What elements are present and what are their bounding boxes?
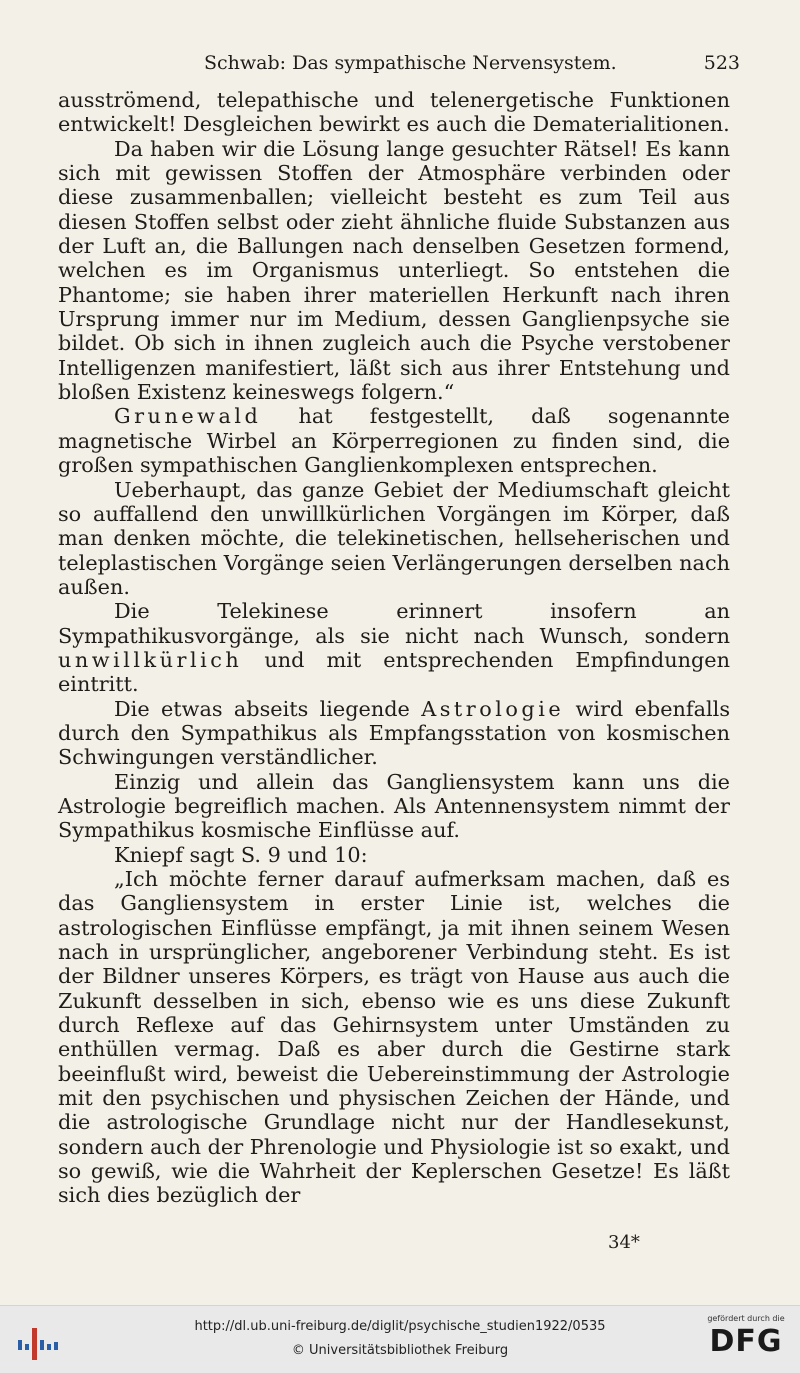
- dfg-logo-icon: DFG: [709, 1324, 783, 1359]
- paragraph: [58, 770, 730, 843]
- page-number: 523: [703, 52, 740, 74]
- paragraph: [58, 404, 730, 477]
- body-text: [58, 88, 730, 1208]
- dfg-note: gefördert durch die: [707, 1314, 785, 1323]
- spaced-emphasis-text: unwillkürlich: [58, 647, 243, 672]
- paragraph-text: Einzig und allein das Gangliensystem kann uns die Astrologie begreiflich machen. Als Antennensystem nimmt der Sympathikus kosmische Einflüsse auf.: [58, 769, 730, 843]
- paragraph-text: Die Telekinese erinnert insofern an Sympathikusvorgänge, als sie nicht nach Wunsch, sondern: [58, 599, 730, 648]
- spaced-emphasis-text: Astrologie: [421, 696, 565, 721]
- footer-bar: [0, 1305, 800, 1373]
- paragraph: [58, 88, 730, 137]
- paragraph: [58, 867, 730, 1208]
- paragraph-text: und mit entsprechenden Empfindungen eintritt.: [58, 647, 730, 697]
- running-header: [58, 52, 740, 82]
- running-title: Schwab: Das sympathische Nervensystem.: [204, 52, 617, 74]
- copyright-text: © Universitätsbibliothek Freiburg: [291, 1343, 509, 1358]
- sheet-signature: 34*: [608, 1232, 640, 1253]
- dfg-funding-badge: [700, 1314, 792, 1370]
- paragraph-text: Da haben wir die Lösung lange gesuchter Rätsel! Es kann sich mit gewissen Stoffen der Atmosphäre verbinden oder diese zusammenballen; vielleicht besteht es zum Teil aus diesen Stoffen selbst oder zieht ähnliche fluide Substanzen aus der Luft an, die Ballungen nach denselben Gesetzen formend, welchen es im Organismus unterliegt. So entstehen die Phantome; sie haben ihrer materiellen Herkunft nach ihren Ursprung immer nur im Medium, dessen Ganglienpsyche sie bildet. Ob sich in ihnen zugleich auch die Psyche verstobener Intelligenzen manifestiert, läßt sich aus ihrer Entstehung und bloßen Existenz keineswegs folgern.“: [58, 136, 730, 405]
- paragraph-text: hat festgestellt, daß sogenannte magnetische Wirbel an Körperregionen zu finden sind, die großen sympathischen Ganglienkomplexen entsprechen.: [58, 404, 730, 478]
- paragraph: [58, 697, 730, 770]
- paragraph-text: Die etwas abseits liegende: [114, 696, 422, 721]
- paragraph-text: Kniepf sagt S. 9 und 10:: [114, 842, 368, 867]
- paragraph: [58, 137, 730, 405]
- paragraph-text: Ueberhaupt, das ganze Gebiet der Mediumschaft gleicht so auffallend den unwillkürlichen Vorgängen im Körper, daß man denken möchte, die telekinetischen, hellseherischen und teleplastischen Vorgänge seien Verlängerungen derselben nach außen.: [58, 477, 730, 599]
- paragraph-text: „Ich möchte ferner darauf aufmerksam machen, daß es das Gangliensystem in erster Linie ist, welches die astrologischen Einflüsse empfängt, ja mit ihnen seinem Wesen nach in ursprünglicher, angeborener Verbindung steht. Es ist der Bildner unseres Körpers, es trägt von Hause aus auch die Zukunft desselben in sich, ebenso wie es uns diese Zukunft durch Reflexe auf das Gehirnsystem unter Umständen zu enthüllen vermag. Daß es aber durch die Gestirne stark beeinflußt wird, beweist die Uebereinstimmung der Astrologie mit den psychischen und physischen Zeichen der Hände, und die astrologische Grundlage nicht nur der Handlesekunst, sondern auch der Phrenologie und Physiologie ist so exakt, und so gewiß, wie die Wahrheit der Keplerschen Gesetze! Es läßt sich dies bezüglich der: [58, 867, 730, 1208]
- paragraph: [58, 843, 730, 867]
- spaced-emphasis-text: Grunewald: [114, 404, 262, 429]
- paragraph: [58, 599, 730, 696]
- source-url-link[interactable]: http://dl.ub.uni-freiburg.de/diglit/psychische_studien1922/0535: [194, 1319, 606, 1334]
- paragraph: [58, 478, 730, 600]
- paragraph-text: ausströmend, telepathische und telenergetische Funktionen entwickelt! Desgleichen bewirkt es auch die Dematerialitionen.: [58, 88, 730, 137]
- paragraph-text: wird ebenfalls durch den Sympathikus als Empfangsstation von kosmischen Schwingungen verständlicher.: [58, 696, 730, 770]
